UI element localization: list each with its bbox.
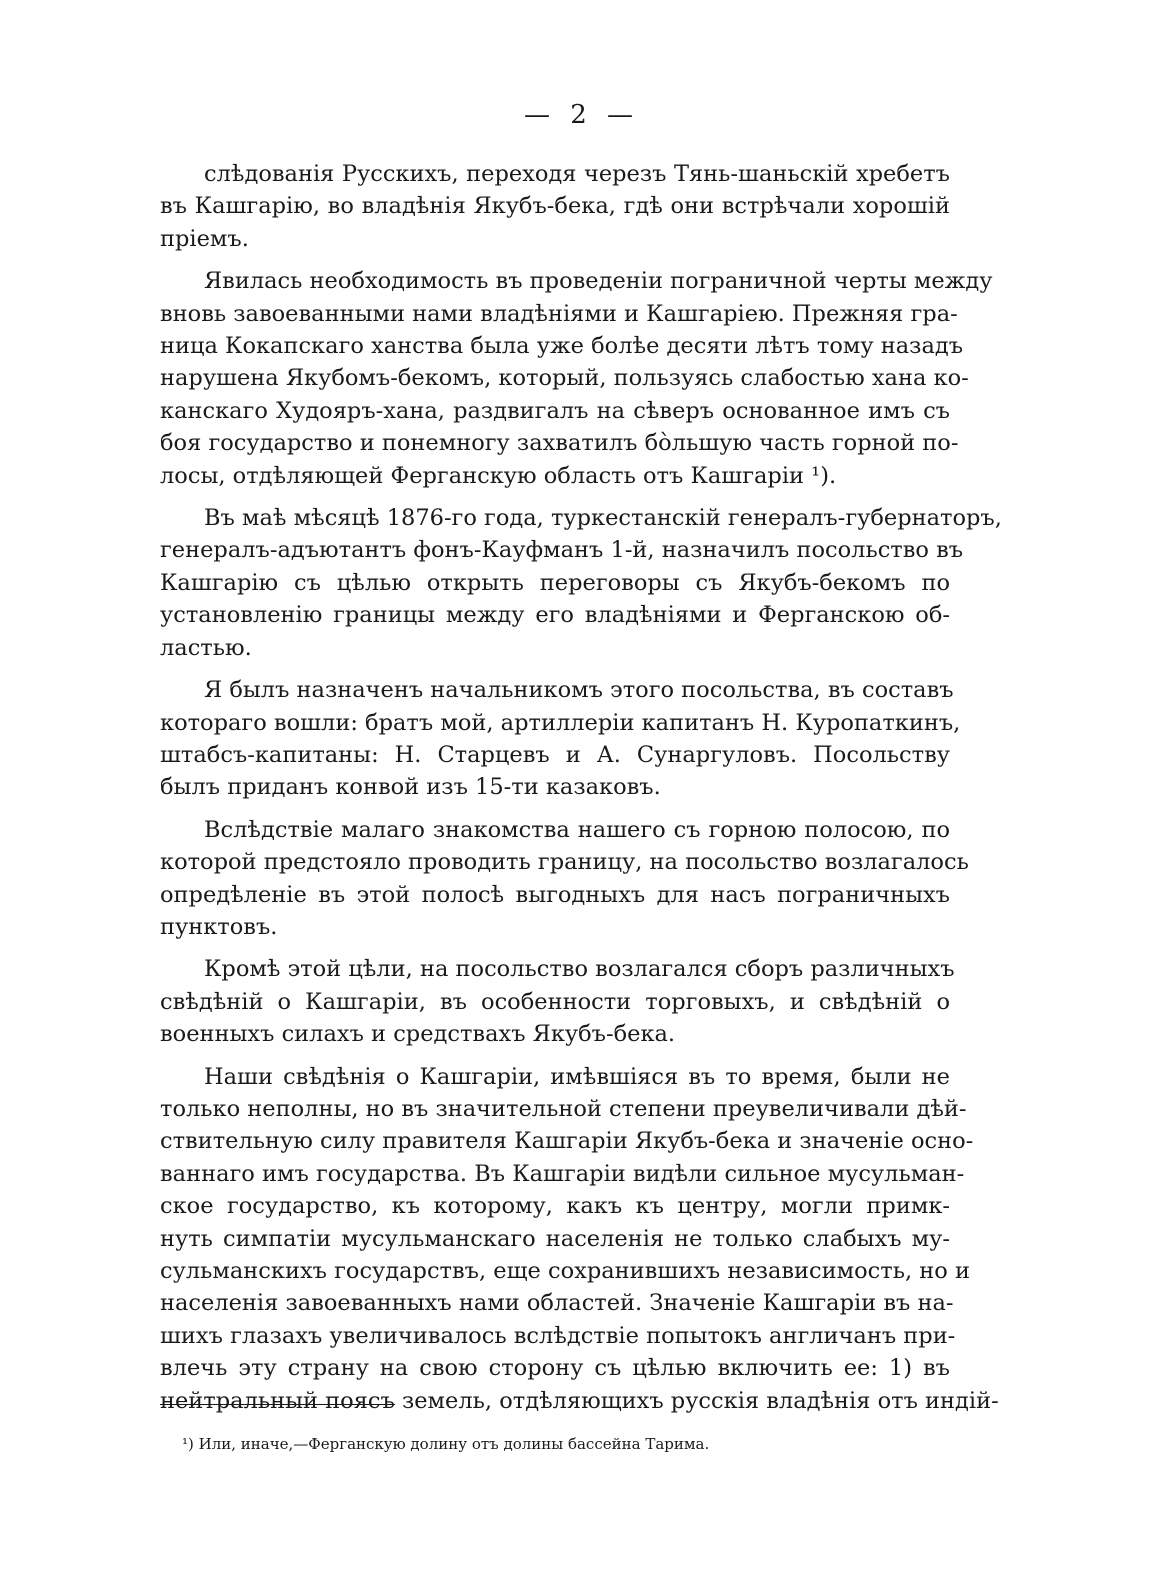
footnote-divider [160,1404,395,1405]
paragraph [160,265,993,492]
paragraph [160,502,1002,664]
footnote: ¹) Или, иначе,—Ферганскую долину отъ долины бассейна Тарима. [182,1435,710,1453]
text-line: населенія завоеванныхъ нами областей. Значеніе Кашгаріи въ на- [160,1290,954,1317]
text-line: ластью. [160,634,252,661]
text-line: ствительную силу правителя Кашгаріи Якубъ-бека и значеніе осно- [160,1128,974,1155]
text-line: боя государство и понемногу захватилъ бо̀льшую часть горной по- [160,430,959,457]
text-line: канскаго Худояръ-хана, раздвигалъ на сѣверъ основанное имъ съ [160,397,950,424]
text-line: штабсъ-капитаны: Н. Старцевъ и А. Сунаргуловъ. Посольству [160,741,950,768]
text-line: сульманскихъ государствъ, еще сохранившихъ независимость, но и [160,1258,970,1284]
text-line: Въ маѣ мѣсяцѣ 1876-го года, туркестанскій генералъ-губернаторъ, [204,505,1002,532]
text-line: нуть симпатіи мусульманскаго населенія не только слабыхъ му- [160,1225,950,1252]
text-line: ское государство, къ которому, какъ къ центру, могли примк- [160,1193,950,1220]
paragraph [160,674,961,804]
text-line: Вслѣдствіе малаго знакомства нашего съ горною полосою, по [204,816,950,843]
text-line: пунктовъ. [160,913,278,940]
text-line: Наши свѣдѣнія о Кашгаріи, имѣвшіяся въ то время, были не [204,1063,950,1090]
text-line: которой предстояло проводить границу, на посольство возлагалось [160,849,969,876]
text-line: слѣдованія Русскихъ, переходя черезъ Тянь-шаньскій хребетъ [204,161,950,187]
body-text [160,158,1002,1417]
text-line: Кромѣ этой цѣли, на посольство возлагался сборъ различныхъ [204,956,955,983]
text-line: установленію границы между его владѣніями и Ферганскою об- [160,602,950,629]
text-line: генералъ-адъютантъ фонъ-Кауфманъ 1-й, назначилъ посольство въ [160,537,964,564]
text-line: въ Кашгарію, во владѣнія Якубъ-бека, гдѣ они встрѣчали хорошій [160,193,950,220]
text-line: нейтральный поясъ земель, отдѣляющихъ русскія владѣнія отъ индій- [160,1387,999,1414]
text-line: вновь завоеванными нами владѣніями и Кашгаріею. Прежняя гра- [160,300,958,327]
paragraph [160,158,950,255]
text-line: котораго вошли: братъ мой, артиллеріи капитанъ Н. Куропаткинъ, [160,709,961,736]
text-line: ница Кокапскаго ханства была уже болѣе десяти лѣтъ тому назадъ [160,333,964,360]
text-line: шихъ глазахъ увеличивалось вслѣдствіе попытокъ англичанъ при- [160,1322,956,1349]
paragraph [160,814,969,944]
paragraph [160,953,955,1050]
text-line: только неполны, но въ значительной степени преувеличивали дѣй- [160,1095,967,1122]
text-line: лосы, отдѣляющей Ферганскую область отъ Кашгаріи ¹). [160,462,837,489]
text-line: Кашгарію съ цѣлью открыть переговоры съ Якубъ-бекомъ по [160,569,950,596]
text-line: опредѣленіе въ этой полосѣ выгодныхъ для насъ пограничныхъ [160,881,950,908]
text-line: свѣдѣній о Кашгаріи, въ особенности торговыхъ, и свѣдѣній о [160,988,950,1015]
text-line: нарушена Якубомъ-бекомъ, который, пользуясь слабостью хана ко- [160,365,969,392]
text-line: Явилась необходимость въ проведеніи пограничной черты между [204,268,993,295]
text-line: пріемъ. [160,225,249,252]
text-line: влечь эту страну на свою сторону съ цѣлью включить ее: 1) въ [160,1355,950,1382]
page-number: — 2 — [523,100,640,130]
text-line: военныхъ силахъ и средствахъ Якубъ-бека. [160,1021,676,1048]
paragraph [160,1061,999,1417]
text-line: былъ приданъ конвой изъ 15-ти казаковъ. [160,774,661,801]
text-line: ваннаго имъ государства. Въ Кашгаріи видѣли сильное мусульман- [160,1160,965,1187]
text-line: Я былъ назначенъ начальникомъ этого посольства, въ составъ [204,677,954,704]
